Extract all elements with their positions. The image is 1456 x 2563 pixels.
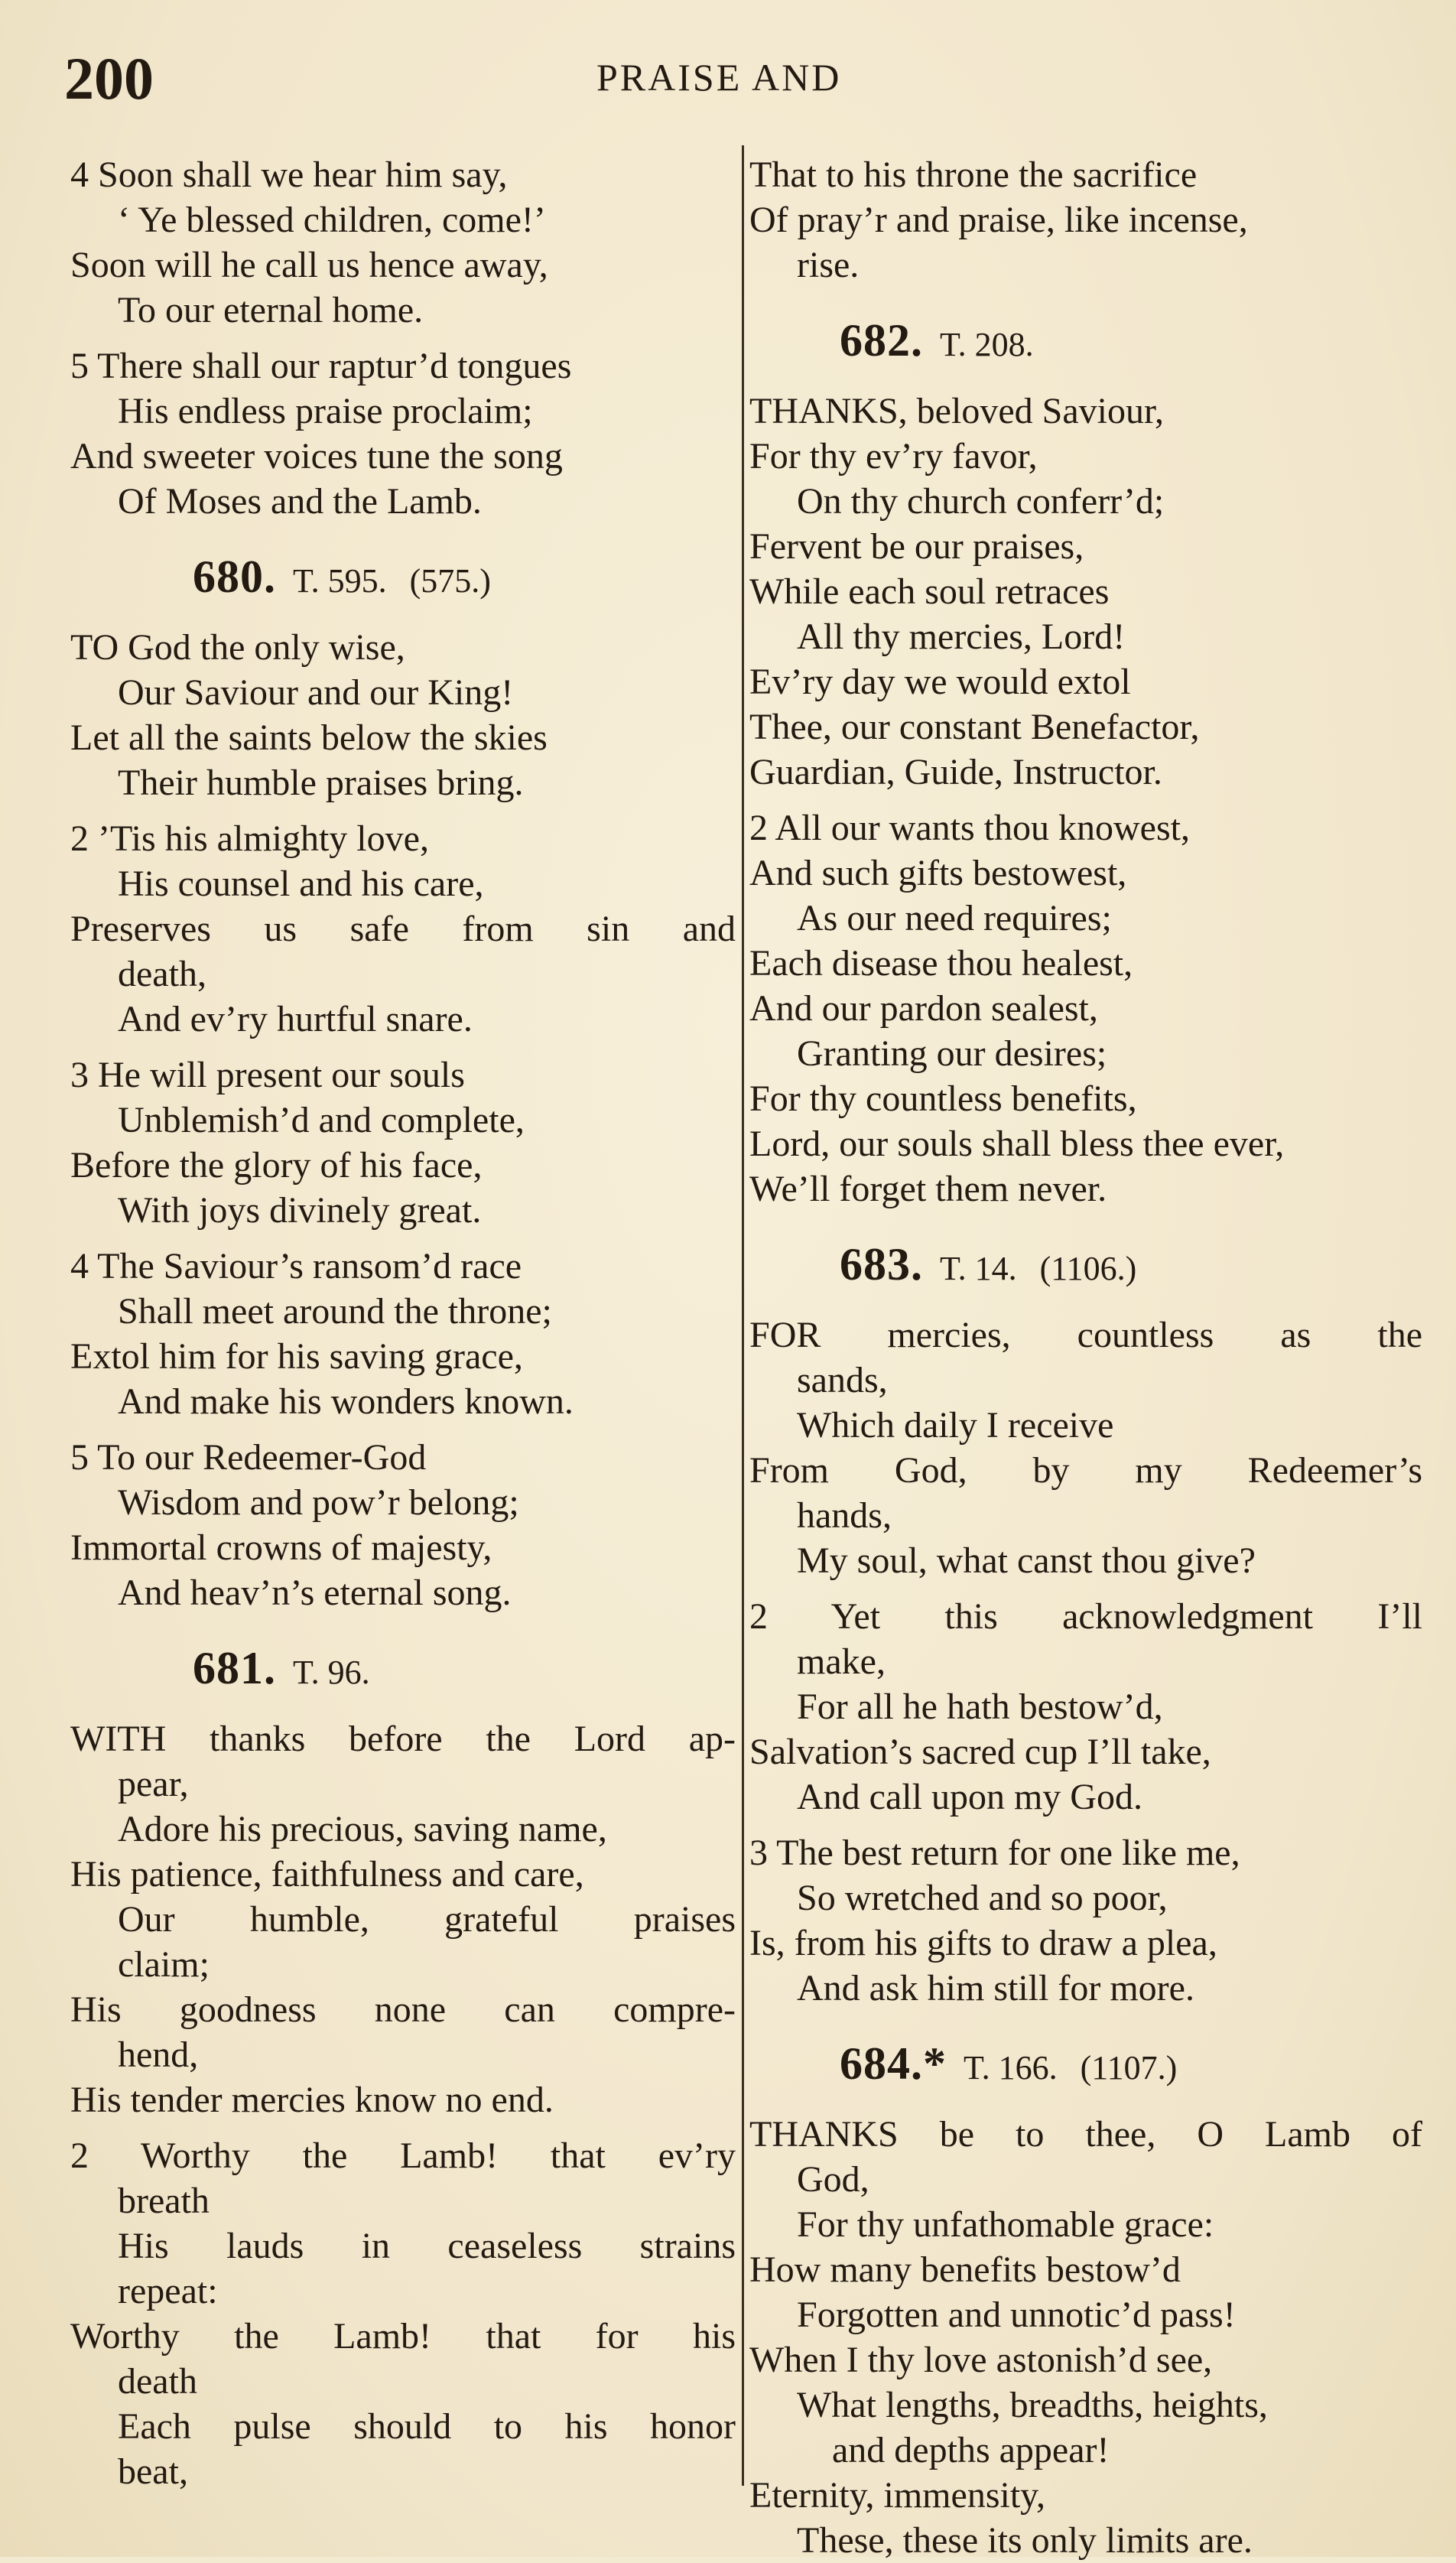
verse-line: God, — [797, 2159, 869, 2200]
hymn-verse — [70, 2133, 736, 2494]
hymn-heading — [749, 315, 1422, 367]
verse-line: Granting our desires; — [797, 1033, 1107, 1074]
hymn-heading — [749, 2038, 1422, 2090]
verse-line: Fervent be our praises, — [749, 526, 1084, 567]
hymn-heading — [70, 1643, 736, 1695]
verse-line: All thy mercies, Lord! — [797, 616, 1126, 657]
verse-line: His goodness none can compre- — [70, 1989, 736, 2030]
verse-line: repeat: — [118, 2271, 218, 2311]
verse-line: His lauds in ceaseless strains — [118, 2226, 736, 2266]
verse-line: Salvation’s sacred cup I’ll take, — [749, 1732, 1211, 1772]
verse-line: Our humble, grateful praises — [118, 1899, 736, 1940]
verse-line: His counsel and his care, — [118, 864, 484, 904]
hymn-number: 681. — [193, 1643, 276, 1693]
verse-line: Soon will he call us hence away, — [70, 245, 548, 285]
verse-line: 2 Yet this acknowledgment I’ll — [749, 1596, 1422, 1637]
verse-line: That to his throne the sacrifice — [749, 154, 1198, 195]
verse-line: And call upon my God. — [797, 1777, 1142, 1817]
verse-line: death — [118, 2361, 197, 2402]
hymn-heading — [70, 551, 736, 603]
verse-line: And our pardon sealest, — [749, 988, 1098, 1029]
verse-line: pear, — [118, 1764, 189, 1804]
verse-line: 3 He will present our souls — [70, 1055, 465, 1095]
verse-line: To our eternal home. — [118, 290, 424, 330]
verse-line: Preserves us safe from sin and — [70, 909, 736, 949]
hymn-verse — [70, 152, 736, 333]
verse-line: His tender mercies know no end. — [70, 2080, 554, 2120]
verse-line: Adore his precious, saving name, — [118, 1809, 607, 1849]
verse-line: And such gifts bestowest, — [749, 853, 1127, 893]
verse-line: And sweeter voices tune the song — [70, 436, 563, 476]
verse-line: With joys divinely great. — [118, 1190, 482, 1231]
verse-line: His patience, faithfulness and care, — [70, 1854, 584, 1895]
verse-line: claim; — [118, 1944, 210, 1985]
verse-line: 2 ’Tis his almighty love, — [70, 818, 429, 859]
hymn-verse — [749, 1594, 1422, 1820]
verse-line: What lengths, breadths, heights, — [797, 2385, 1268, 2425]
page-number: 200 — [64, 45, 154, 112]
verse-line: How many benefits bestow’d — [749, 2249, 1181, 2290]
verse-line: 3 The best return for one like me, — [749, 1833, 1240, 1873]
verse-line: Wisdom and pow’r belong; — [118, 1482, 519, 1523]
verse-line: Lord, our souls shall bless thee ever, — [749, 1124, 1285, 1164]
hymn-verse — [70, 625, 736, 805]
verse-line: Unblemish’d and complete, — [118, 1100, 525, 1140]
verse-line: Thee, our constant Benefactor, — [749, 707, 1200, 747]
hymn-verse — [70, 1052, 736, 1233]
verse-line: and depths appear! — [832, 2430, 1110, 2470]
verse-line: Guardian, Guide, Instructor. — [749, 752, 1162, 792]
verse-line: Eternity, immensity, — [749, 2475, 1046, 2516]
hymn-verse — [70, 816, 736, 1042]
hymn-verse — [749, 1830, 1422, 2011]
tune-reference: T. 14. — [940, 1250, 1017, 1287]
verse-line: beat, — [118, 2451, 188, 2492]
verse-line: These, these its only limits are. — [797, 2520, 1253, 2561]
verse-line: breath — [118, 2181, 210, 2221]
verse-line: death, — [118, 954, 206, 994]
left-column — [70, 141, 736, 2494]
hymn-verse — [749, 805, 1422, 1212]
hymn-verse — [749, 2112, 1422, 2563]
verse-line: Of Moses and the Lamb. — [118, 481, 482, 522]
hymn-verse — [70, 1716, 736, 2122]
verse-line: So wretched and so poor, — [797, 1878, 1168, 1918]
verse-line: And heav’n’s eternal song. — [118, 1573, 512, 1613]
verse-line: From God, by my Redeemer’s — [749, 1450, 1422, 1491]
right-column — [749, 141, 1422, 2563]
verse-line: We’ll forget them never. — [749, 1169, 1107, 1209]
verse-line: And ask him still for more. — [797, 1968, 1194, 2008]
verse-line: For thy countless benefits, — [749, 1078, 1137, 1119]
hymn-number: 680. — [193, 551, 276, 602]
verse-line: My soul, what canst thou give? — [797, 1540, 1256, 1581]
verse-line: 4 The Saviour’s ransom’d race — [70, 1246, 522, 1286]
tune-reference: T. 166. — [964, 2049, 1058, 2087]
verse-line: ‘ Ye blessed children, come!’ — [118, 200, 546, 240]
tune-reference: T. 96. — [293, 1654, 370, 1691]
verse-line: WITH thanks before the Lord ap- — [70, 1719, 736, 1759]
verse-line: Each pulse should to his honor — [118, 2406, 736, 2447]
hymn-verse — [70, 343, 736, 524]
verse-line: TO God the only wise, — [70, 627, 405, 668]
verse-line: And make his wonders known. — [118, 1381, 574, 1422]
verse-line: hands, — [797, 1495, 892, 1536]
verse-line: And ev’ry hurtful snare. — [118, 999, 473, 1039]
hymn-heading — [749, 1239, 1422, 1291]
verse-line: Is, from his gifts to draw a plea, — [749, 1923, 1217, 1963]
tune-reference: T. 208. — [940, 326, 1034, 363]
verse-line: While each soul retraces — [749, 571, 1110, 612]
verse-line: THANKS, beloved Saviour, — [749, 391, 1165, 431]
verse-line: 5 To our Redeemer-God — [70, 1437, 427, 1478]
verse-line: Of pray’r and praise, like incense, — [749, 200, 1248, 240]
hymn-verse — [749, 152, 1422, 288]
hymn-verse — [749, 1312, 1422, 1583]
verse-line: Before the glory of his face, — [70, 1145, 483, 1186]
hymn-verse — [749, 389, 1422, 795]
verse-line: His endless praise proclaim; — [118, 391, 533, 431]
verse-line: sands, — [797, 1360, 888, 1400]
verse-line: 5 There shall our raptur’d tongues — [70, 346, 572, 386]
verse-line: Forgotten and unnotic’d pass! — [797, 2295, 1236, 2335]
verse-line: Let all the saints below the skies — [70, 717, 548, 758]
verse-line: hend, — [118, 2034, 199, 2075]
column-divider — [742, 145, 744, 2486]
verse-line: rise. — [797, 245, 860, 285]
hymn-verse — [70, 1244, 736, 1424]
verse-line: Shall meet around the throne; — [118, 1291, 552, 1332]
alternate-number: (575.) — [409, 562, 491, 600]
tune-reference: T. 595. — [293, 562, 387, 600]
verse-line: Immortal crowns of majesty, — [70, 1527, 492, 1568]
verse-line: For thy ev’ry favor, — [749, 436, 1038, 476]
verse-line: Ev’ry day we would extol — [749, 662, 1131, 702]
verse-line: make, — [797, 1641, 886, 1682]
verse-line: FOR mercies, countless as the — [749, 1315, 1422, 1355]
verse-line: On thy church conferr’d; — [797, 481, 1165, 522]
verse-line: THANKS be to thee, O Lamb of — [749, 2114, 1422, 2155]
verse-line: For all he hath bestow’d, — [797, 1686, 1163, 1727]
alternate-number: (1106.) — [1039, 1250, 1137, 1287]
verse-line: As our need requires; — [797, 898, 1112, 938]
verse-line: Extol him for his saving grace, — [70, 1336, 523, 1377]
verse-line: For thy unfathomable grace: — [797, 2204, 1214, 2245]
verse-line: Our Saviour and our King! — [118, 672, 514, 713]
running-head: PRAISE AND — [596, 56, 842, 99]
hymn-verse — [70, 1435, 736, 1615]
verse-line: 2 All our wants thou knowest, — [749, 808, 1190, 848]
verse-line: Which daily I receive — [797, 1405, 1114, 1446]
verse-line: When I thy love astonish’d see, — [749, 2340, 1213, 2380]
alternate-number: (1107.) — [1080, 2049, 1178, 2087]
verse-line: Worthy the Lamb! that for his — [70, 2316, 736, 2356]
hymn-number: 684.* — [840, 2038, 947, 2089]
verse-line: 4 Soon shall we hear him say, — [70, 154, 508, 195]
verse-line: Their humble praises bring. — [118, 763, 524, 803]
hymn-number: 682. — [840, 315, 923, 366]
hymn-number: 683. — [840, 1239, 923, 1290]
verse-line: Each disease thou healest, — [749, 943, 1133, 984]
verse-line: 2 Worthy the Lamb! that ev’ry — [70, 2135, 736, 2176]
